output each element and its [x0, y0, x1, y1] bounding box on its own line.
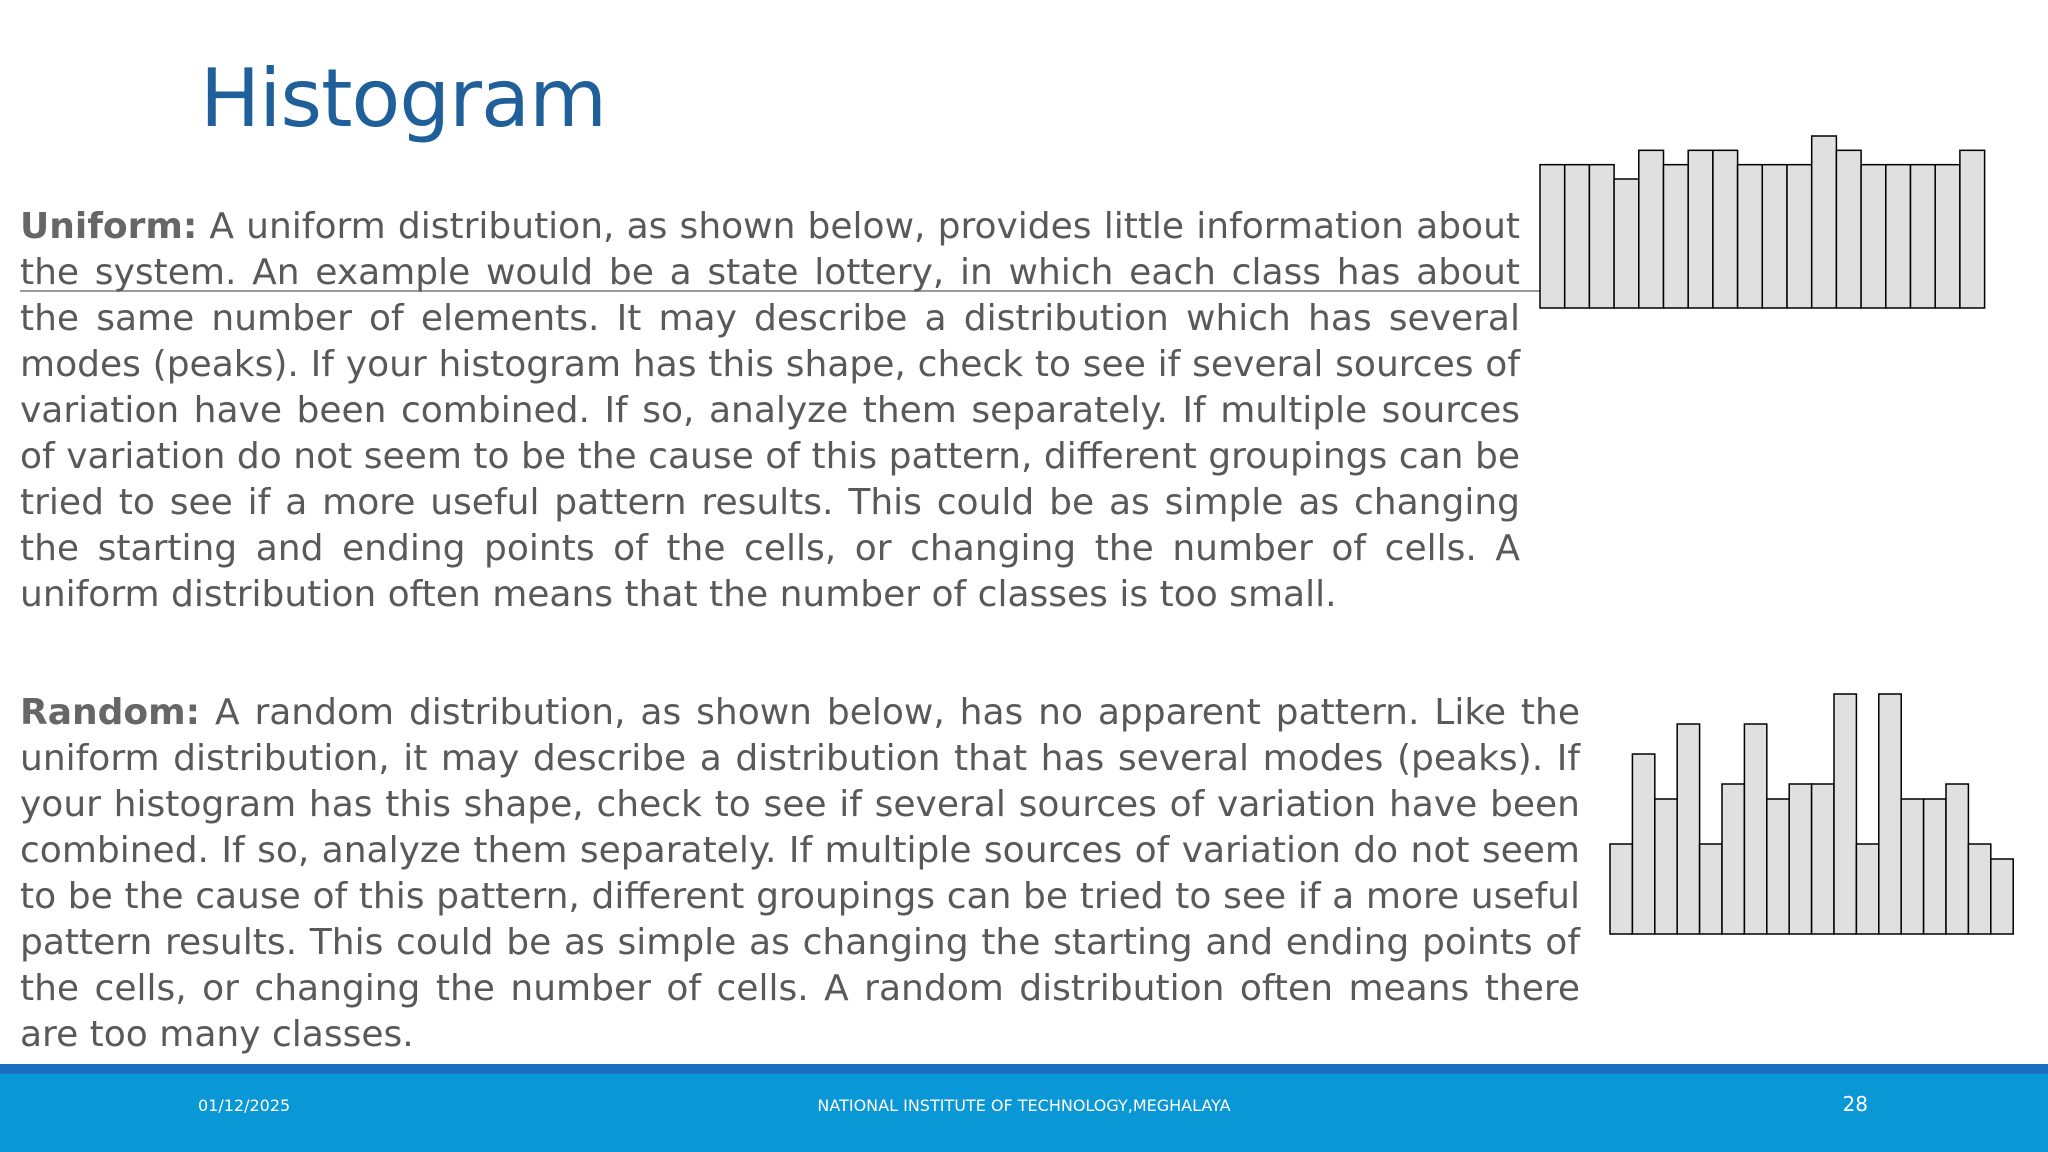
uniform-bar-18: [1960, 150, 1985, 308]
random-text: A random distribution, as shown below, has no apparent pattern. Like the uniform distribution, it may describe a distribution that has several modes (peaks). If your histogram has this shape, check to see if several sources of variation have been combined. If so, analyze them separately. If multiple sources of variation do not seem to be the cause of this pattern, different groupings can be tried to see if a more useful pattern results. This could be as simple as changing the starting and ending points of the cells, or changing the number of cells. A random distribution often means there are too many classes.: [20, 692, 1580, 1055]
random-bar-15: [1924, 799, 1946, 934]
uniform-bar-16: [1911, 165, 1936, 308]
footer-institute: NATIONAL INSTITUTE OF TECHNOLOGY,MEGHALAYA: [817, 1096, 1231, 1115]
uniform-bar-15: [1886, 165, 1911, 308]
random-bar-1: [1610, 844, 1632, 934]
random-bar-9: [1789, 784, 1811, 934]
uniform-lead: Uniform:: [20, 206, 198, 247]
uniform-bar-5: [1639, 150, 1664, 308]
random-bar-13: [1879, 694, 1901, 934]
random-bar-3: [1655, 799, 1677, 934]
random-bar-10: [1812, 784, 1834, 934]
uniform-bar-13: [1836, 150, 1861, 308]
uniform-bar-3: [1589, 165, 1614, 308]
random-bar-12: [1856, 844, 1878, 934]
random-bar-8: [1767, 799, 1789, 934]
uniform-bar-1: [1540, 165, 1565, 308]
random-bar-6: [1722, 784, 1744, 934]
random-bar-18: [1991, 859, 2013, 934]
random-paragraph: [20, 690, 1580, 1058]
random-bar-7: [1744, 724, 1766, 934]
uniform-bar-11: [1787, 165, 1812, 308]
uniform-bar-9: [1738, 165, 1763, 308]
uniform-bar-6: [1664, 165, 1689, 308]
random-bar-11: [1834, 694, 1856, 934]
uniform-bar-14: [1861, 165, 1886, 308]
uniform-paragraph: [20, 204, 1520, 618]
random-bar-16: [1946, 784, 1968, 934]
uniform-bar-17: [1935, 165, 1960, 308]
uniform-bar-8: [1713, 150, 1738, 308]
uniform-bar-10: [1762, 165, 1787, 308]
footer-bar: [0, 1074, 2048, 1152]
random-histogram: [1600, 680, 2020, 940]
uniform-bar-2: [1565, 165, 1590, 308]
uniform-bar-12: [1812, 136, 1837, 308]
uniform-text: A uniform distribution, as shown below, provides little information about the system. An example would be a state lottery, in which each class has about the same number of elements. It may describe a distribution which has several modes (peaks). If your histogram has this shape, check to see if several sources of variation have been combined. If so, analyze them separately. If multiple sources of variation do not seem to be the cause of this pattern, different groupings can be tried to see if a more useful pattern results. This could be as simple as changing the starting and ending points of the cells, or changing the number of cells. A uniform distribution often means that the number of classes is too small.: [20, 206, 1520, 615]
uniform-bar-4: [1614, 179, 1639, 308]
random-lead: Random:: [20, 692, 201, 733]
uniform-bar-7: [1688, 150, 1713, 308]
random-bar-2: [1632, 754, 1654, 934]
page-number: 28: [1842, 1092, 1868, 1116]
uniform-histogram: [1530, 120, 2000, 320]
random-bar-4: [1677, 724, 1699, 934]
random-bar-5: [1700, 844, 1722, 934]
footer-date: 01/12/2025: [198, 1096, 291, 1115]
footer-accent-bar: [0, 1064, 2048, 1074]
slide-title: Histogram: [200, 52, 606, 145]
random-bar-17: [1968, 844, 1990, 934]
random-bar-14: [1901, 799, 1923, 934]
